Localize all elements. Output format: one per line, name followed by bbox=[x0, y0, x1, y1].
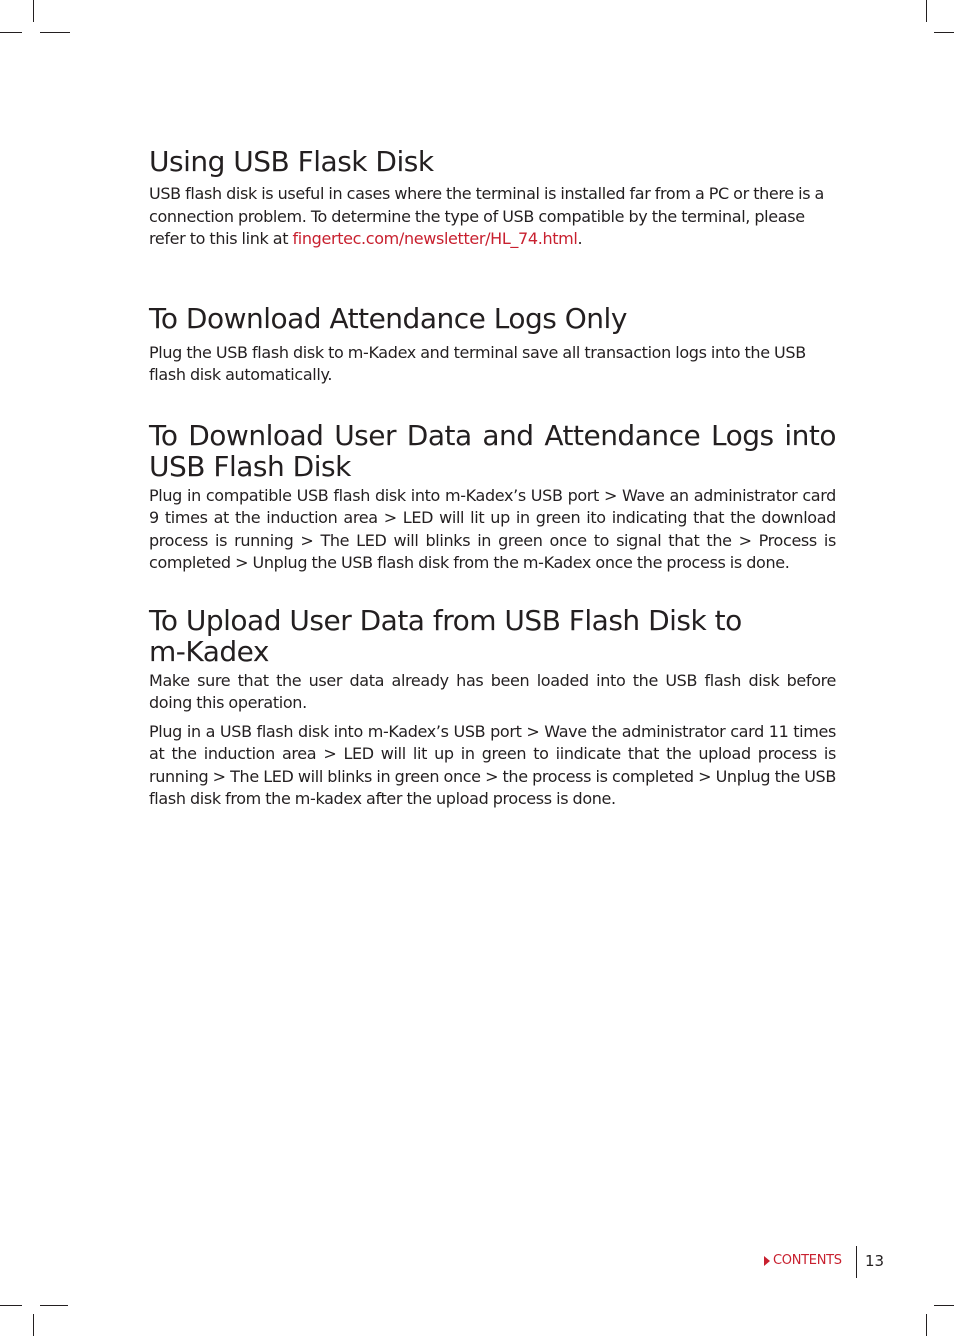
section-download-user-data-and-logs bbox=[149, 420, 836, 575]
crop-mark-top-right-v bbox=[926, 0, 927, 22]
section-title-line-1: To Upload User Data from USB Flash Disk to bbox=[149, 603, 742, 637]
section-title: To Download User Data and Attendance Logs into USB Flash Disk bbox=[149, 418, 836, 483]
newsletter-link[interactable]: fingertec.com/newsletter/HL_74.html bbox=[292, 229, 578, 248]
page-number: 13 bbox=[865, 1252, 885, 1270]
crop-mark-bottom-left-h bbox=[0, 1305, 22, 1306]
section-title: Using USB Flask Disk bbox=[149, 145, 434, 178]
crop-mark-top-left-v bbox=[33, 0, 34, 22]
crop-mark-top-left-h2 bbox=[40, 32, 70, 33]
contents-label: CONTENTS bbox=[773, 1253, 842, 1268]
page-content bbox=[149, 142, 836, 811]
section-upload-user-data bbox=[149, 605, 836, 811]
section-title bbox=[149, 605, 836, 667]
crop-mark-bottom-left-h2 bbox=[40, 1305, 68, 1306]
section-using-usb-flash-disk bbox=[149, 146, 836, 251]
triangle-right-icon bbox=[764, 1256, 770, 1266]
crop-mark-bottom-right-h bbox=[934, 1305, 954, 1306]
crop-mark-top-right-h bbox=[934, 32, 954, 33]
section-body bbox=[149, 183, 836, 251]
section-body: Plug in compatible USB flash disk into m-Kadex’s USB port > Wave an administrator card 9 times at the induction area > LED will lit up in green ito indicating that the download process is running > The LED will blinks in green once to signal that the > Process is completed > Unplug the USB flash disk from the m-Kadex once the process is done. bbox=[149, 485, 836, 572]
footer-divider bbox=[856, 1246, 857, 1278]
section-body-2: Plug in a USB flash disk into m-Kadex’s USB port > Wave the administrator card 11 times at the induction area > LED will lit up in green to iindicate that the upload process is running > The LED will blinks in green once > the process is completed > Unplug the USB flash disk from the m-kadex after the upload process is done. bbox=[149, 721, 836, 808]
contents-link[interactable] bbox=[764, 1253, 842, 1268]
section-download-attendance-logs bbox=[149, 303, 836, 387]
crop-mark-top-left-h bbox=[0, 32, 22, 33]
crop-mark-bottom-left-v bbox=[33, 1314, 34, 1336]
section-body: Plug the USB flash disk to m-Kadex and terminal save all transaction logs into the USB flash disk automatically. bbox=[149, 342, 806, 384]
body-text: USB flash disk is useful in cases where the terminal is installed far from a PC or there is a connection problem. To determine the type of USB compatible by the terminal, please refer to this link at bbox=[149, 184, 824, 248]
section-title: To Download Attendance Logs Only bbox=[149, 301, 627, 335]
crop-mark-bottom-right-v bbox=[926, 1314, 927, 1336]
section-title-line-2: m-Kadex bbox=[149, 634, 269, 668]
body-text-end: . bbox=[577, 229, 583, 248]
section-body-1: Make sure that the user data already has been loaded into the USB flash disk before doing this operation. bbox=[149, 670, 836, 712]
